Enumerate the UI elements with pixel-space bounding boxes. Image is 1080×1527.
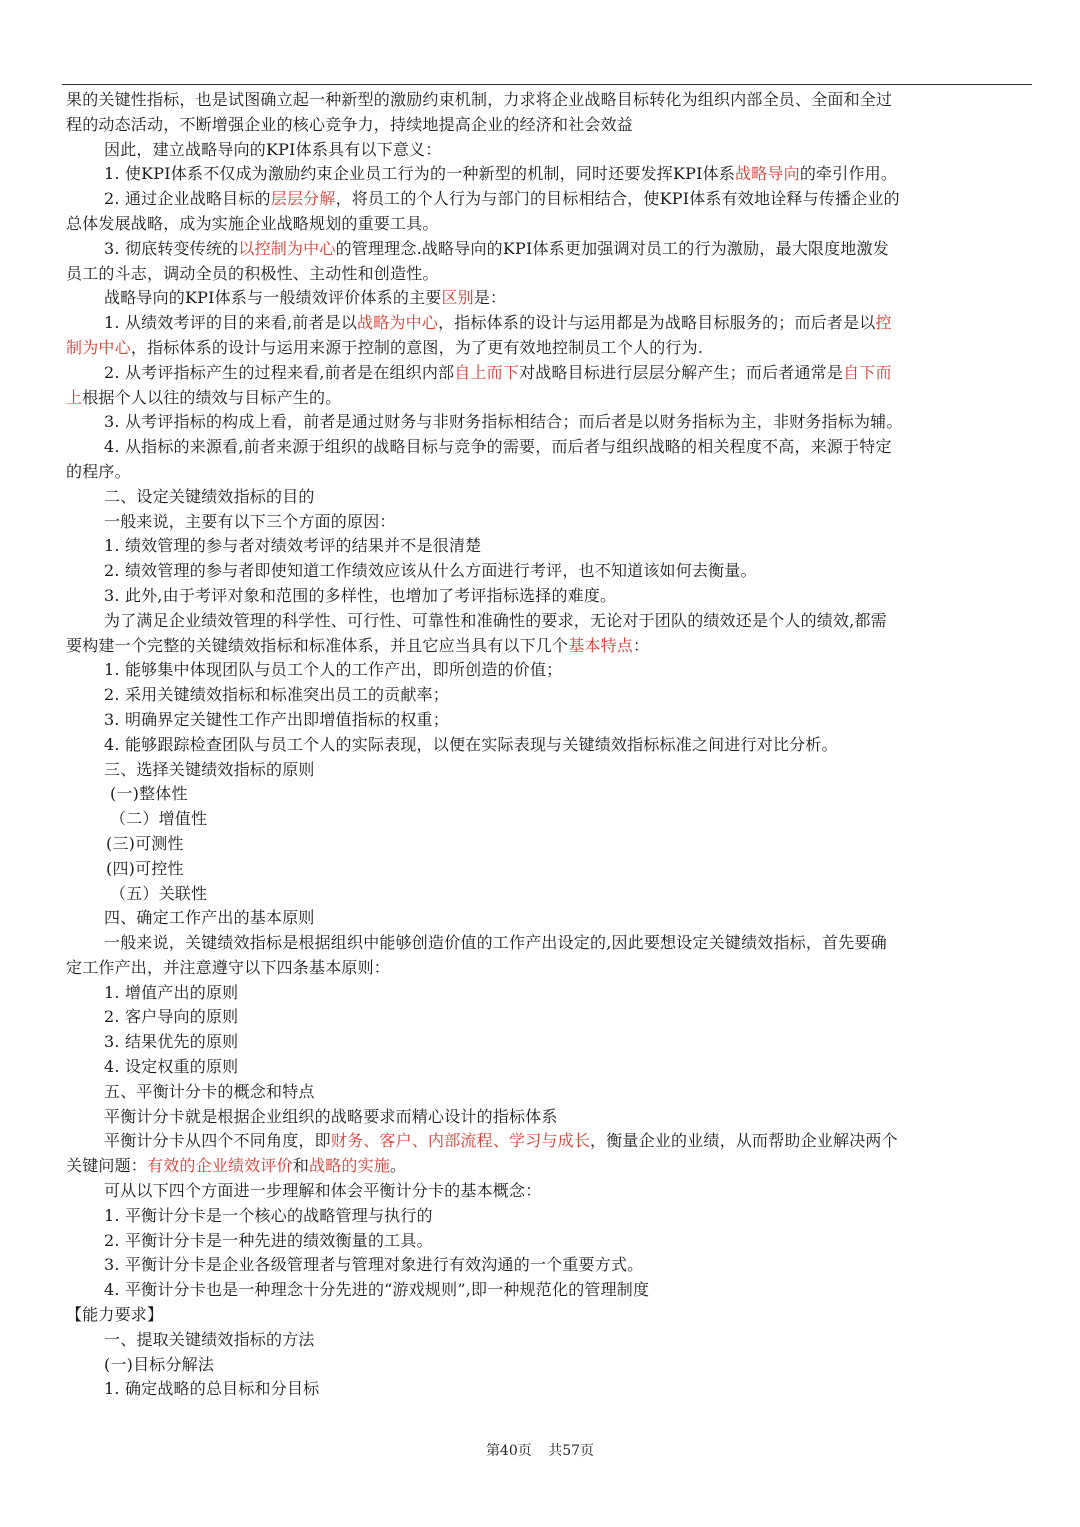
text-segment: 1. 从绩效考评的目的来看,前者是以 [104,313,358,333]
highlighted-term: 战略导向 [735,164,800,184]
text-segment: 。 [390,1156,407,1176]
text-line [66,857,1032,882]
text-line [66,162,1032,187]
text-line [66,981,1032,1006]
text-line [66,1179,1032,1204]
text-segment: 平衡计分卡就是根据企业组织的战略要求而精心设计的指标体系 [104,1106,558,1126]
text-segment: 4. 设定权重的原则 [104,1057,239,1077]
text-line [66,1353,1032,1378]
text-line [66,634,1032,659]
text-line [66,361,1032,386]
text-line [66,138,1032,163]
highlighted-term: 层层分解 [270,189,336,209]
text-segment: ： [633,635,650,655]
text-line [66,559,1032,584]
text-segment: 三、选择关键绩效指标的原则 [104,759,315,779]
text-segment: 程的动态活动，不断增强企业的核心竞争力，持续地提高企业的经济和社会效益 [66,114,634,134]
text-segment: 3. 平衡计分卡是企业各级管理者与管理对象进行有效沟通的一个重要方式。 [104,1255,644,1275]
highlighted-term: 以控制为中心 [238,238,336,258]
highlighted-term: 有效的企业绩效评价 [147,1156,293,1176]
text-segment: 3. 从考评指标的构成上看，前者是通过财务与非财务指标相结合；而后者是以财务指标为主，非财务指标为辅。 [104,412,903,432]
highlighted-term: 基本特点 [568,635,634,655]
text-segment: （五）关联性 [110,883,208,903]
text-line [66,758,1032,783]
text-line [66,1377,1032,1402]
text-line [66,683,1032,708]
text-segment: (四)可控性 [106,858,184,878]
highlighted-term: 战略为中心 [357,313,439,333]
text-line [66,286,1032,311]
text-line [66,336,1032,361]
text-segment: ，将员工的个人行为与部门的目标相结合，使KPI体系有效地诠释与传播企业的 [335,189,900,209]
highlighted-term: 上 [66,387,83,407]
text-segment: 定工作产出，并注意遵守以下四条基本原则： [66,957,391,977]
text-segment: (三)可测性 [106,833,184,853]
text-line [66,1080,1032,1105]
text-segment: 3. 彻底转变传统的 [104,238,239,258]
text-line [66,782,1032,807]
text-segment: (一)整体性 [110,784,188,804]
text-segment: ，指标体系的设计与运用都是为战略目标服务的；而后者是以 [438,313,876,333]
highlighted-term: 区别 [441,288,474,308]
text-line [66,906,1032,931]
text-line [66,386,1032,411]
text-line [66,1105,1032,1130]
text-line [66,311,1032,336]
text-segment: 2. 客户导向的原则 [104,1007,239,1027]
text-line [66,1278,1032,1303]
text-segment: 要构建一个完整的关键绩效指标和标准体系，并且它应当具有以下几个 [66,635,569,655]
text-segment: 一般来说，关键绩效指标是根据组织中能够创造价值的工作产出设定的,因此要想设定关键绩效指标，首先要确 [104,933,887,953]
text-segment: ，衡量企业的业绩，从而帮助企业解决两个 [590,1131,898,1151]
text-line [66,187,1032,212]
text-line [66,733,1032,758]
text-segment: 1. 平衡计分卡是一个核心的战略管理与执行的 [104,1205,433,1225]
text-segment: 【能力要求】 [66,1305,164,1325]
text-line [66,88,1032,113]
text-segment: （二）增值性 [110,809,208,829]
text-line [66,212,1032,237]
text-segment: 是： [473,288,507,308]
text-segment: 1. 使KPI体系不仅成为激励约束企业员工行为的一种新型的机制，同时还要发挥KPI体系 [104,164,736,184]
text-segment: 总体发展战略，成为实施企业战略规划的重要工具。 [66,213,439,233]
header-rule [62,84,1032,85]
text-segment: 根据个人以往的绩效与目标产生的。 [82,387,342,407]
text-line [66,534,1032,559]
text-segment: 可从以下四个方面进一步理解和体会平衡计分卡的基本概念： [104,1181,542,1201]
text-segment: 3. 此外,由于考评对象和范围的多样性，也增加了考评指标选择的难度。 [104,585,617,605]
text-segment: 2. 平衡计分卡是一种先进的绩效衡量的工具。 [104,1230,433,1250]
text-segment: 果的关键性指标，也是试图确立起一种新型的激励约束机制，力求将企业战略目标转化为组织内部全员、全面和全过 [66,90,893,109]
text-line [66,658,1032,683]
highlighted-term: 自上而下 [454,362,520,382]
text-segment: 3. 结果优先的原则 [104,1032,239,1052]
text-line [66,460,1032,485]
text-line [66,882,1032,907]
text-line [66,435,1032,460]
text-line [66,1055,1032,1080]
text-line [66,1328,1032,1353]
text-segment: 关键问题： [66,1156,148,1176]
text-segment: 2. 通过企业战略目标的 [104,189,271,209]
text-segment: 1. 绩效管理的参与者对绩效考评的结果并不是很清楚 [104,536,482,556]
text-segment: 4. 能够跟踪检查团队与员工个人的实际表现，以便在实际表现与关键绩效指标标准之间进行对比分析。 [104,734,838,754]
text-segment: 战略导向的KPI体系与一般绩效评价体系的主要 [104,288,442,308]
text-segment: 五、平衡计分卡的概念和特点 [104,1081,315,1101]
text-segment: (一)目标分解法 [104,1354,215,1374]
text-line [66,510,1032,535]
text-line [66,832,1032,857]
text-segment: 1. 能够集中体现团队与员工个人的工作产出，即所创造的价值； [104,660,563,680]
highlighted-term: 控 [875,313,892,333]
text-line [66,584,1032,609]
text-segment: 为了满足企业绩效管理的科学性、可行性、可靠性和准确性的要求，无论对于团队的绩效还是个人的绩效,都需 [104,610,887,630]
text-line [66,237,1032,262]
text-line [66,931,1032,956]
document-body [66,88,1032,1402]
text-line [66,113,1032,138]
text-segment: 4. 从指标的来源看,前者来源于组织的战略目标与竞争的需要，而后者与组织战略的相关程度不高，来源于特定 [104,437,892,457]
text-line [66,956,1032,981]
text-line [66,609,1032,634]
text-line [66,1303,1032,1328]
text-line [66,1253,1032,1278]
text-segment: 一般来说，主要有以下三个方面的原因： [104,511,396,531]
highlighted-term: 财务、客户、内部流程、学习与成长 [330,1131,591,1151]
text-segment: 的牵引作用。 [799,164,898,184]
text-segment: 四、确定工作产出的基本原则 [104,908,315,928]
text-line [66,1129,1032,1154]
highlighted-term: 自下而 [843,362,892,382]
text-segment: 1. 确定战略的总目标和分目标 [104,1379,320,1399]
text-segment: 2. 绩效管理的参与者即使知道工作绩效应该从什么方面进行考评，也不知道该如何去衡量。 [104,561,757,581]
text-segment: 1. 增值产出的原则 [104,982,239,1002]
page-total: 共57页 [548,1443,595,1459]
highlighted-term: 战略的实施 [309,1156,391,1176]
text-line [66,1005,1032,1030]
text-segment: 二、设定关键绩效指标的目的 [104,486,315,506]
text-segment: 对战略目标进行层层分解产生；而后者通常是 [519,362,844,382]
text-segment: 因此，建立战略导向的KPI体系具有以下意义： [104,139,442,159]
text-segment: 的程序。 [66,461,131,481]
text-line [66,807,1032,832]
page-number: 第40页 [485,1443,532,1459]
text-line [66,1154,1032,1179]
text-line [66,262,1032,287]
text-line [66,485,1032,510]
text-segment: ，指标体系的设计与运用来源于控制的意图，为了更有效地控制员工个人的行为. [130,337,704,357]
text-line [66,1030,1032,1055]
text-segment: 2. 从考评指标产生的过程来看,前者是在组织内部 [104,362,455,382]
text-segment: 一、提取关键绩效指标的方法 [104,1329,315,1349]
page-footer [0,1440,1080,1460]
text-segment: 和 [292,1156,310,1176]
text-segment: 平衡计分卡从四个不同角度，即 [104,1131,331,1151]
text-segment: 4. 平衡计分卡也是一种理念十分先进的“游戏规则”,即一种规范化的管理制度 [104,1280,650,1300]
text-line [66,410,1032,435]
text-line [66,1229,1032,1254]
text-segment: 的管理理念.战略导向的KPI体系更加强调对员工的行为激励，最大限度地激发 [335,238,889,258]
text-segment: 员工的斗志，调动全员的积极性、主动性和创造性。 [66,263,439,283]
text-segment: 3. 明确界定关键性工作产出即增值指标的权重； [104,709,449,729]
text-line [66,1204,1032,1229]
text-segment: 2. 采用关键绩效指标和标准突出员工的贡献率； [104,685,449,705]
text-line [66,708,1032,733]
highlighted-term: 制为中心 [66,337,131,357]
